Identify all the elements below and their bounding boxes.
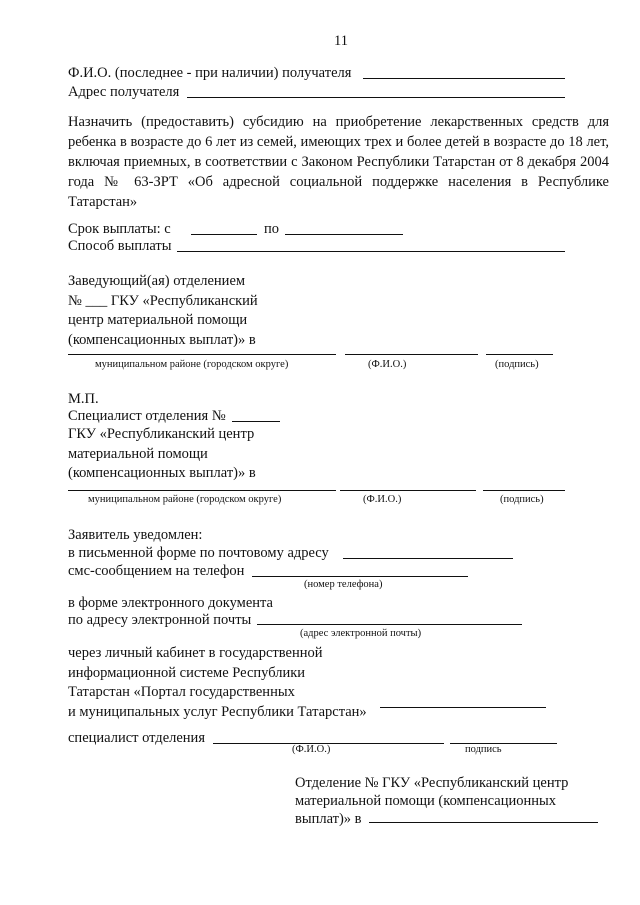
recipient-fio-label: Ф.И.О. (последнее - при наличии) получателя	[68, 65, 352, 81]
notification-sms-label: смс-сообщением на телефон	[68, 563, 245, 579]
notification-edoc-line-1: в форме электронного документа	[68, 595, 273, 611]
head-fio-field[interactable]	[345, 354, 478, 355]
notification-title: Заявитель уведомлен:	[68, 527, 203, 543]
specialist-line-3: материальной помощи	[68, 445, 208, 462]
head-signature-caption: (подпись)	[495, 359, 539, 370]
notification-portal-block	[68, 644, 367, 722]
notification-email-field[interactable]	[257, 624, 522, 625]
notification-postal-label: в письменной форме по почтовому адресу	[68, 545, 329, 561]
specialist-sign-fio-caption: (Ф.И.О.)	[292, 744, 331, 755]
notification-phone-caption: (номер телефона)	[304, 579, 383, 590]
notification-portal-line-2: информационной системе Республики	[68, 664, 306, 681]
recipient-address-label: Адрес получателя	[68, 84, 180, 100]
specialist-sign-signature-caption: подпись	[465, 744, 502, 755]
specialist-signature-caption: (подпись)	[500, 494, 544, 505]
head-district-field[interactable]	[68, 354, 336, 355]
department-field[interactable]	[369, 822, 598, 823]
specialist-title-block	[68, 425, 256, 484]
specialist-sign-label: специалист отделения	[68, 730, 205, 746]
head-fio-caption: (Ф.И.О.)	[368, 359, 407, 370]
department-line-3: выплат)» в	[295, 811, 362, 827]
head-line-1: Заведующий(ая) отделением	[68, 273, 246, 289]
head-signature-field[interactable]	[486, 354, 553, 355]
notification-portal-line-1: через личный кабинет в государственной	[68, 645, 323, 661]
head-line-2: № ___ ГКУ «Республиканский	[68, 292, 258, 309]
specialist-district-caption: муниципальном районе (городском округе)	[88, 494, 282, 505]
notification-portal-line-4: и муниципальных услуг Республики Татарстан»	[68, 703, 367, 720]
payment-period-from-label: Срок выплаты: с	[68, 221, 171, 237]
stamp-label: М.П.	[68, 391, 99, 407]
page-number: 11	[334, 33, 348, 49]
specialist-line-1: Специалист отделения №	[68, 408, 226, 424]
head-line-3: центр материальной помощи	[68, 312, 248, 328]
notification-edoc-line-2: по адресу электронной почты	[68, 612, 252, 628]
recipient-address-field[interactable]	[187, 97, 565, 98]
payment-method-field[interactable]	[177, 251, 565, 252]
department-block	[295, 774, 568, 828]
specialist-signature-field[interactable]	[483, 490, 565, 491]
notification-portal-field[interactable]	[380, 707, 546, 708]
specialist-fio-field[interactable]	[340, 490, 476, 491]
head-district-caption: муниципальном районе (городском округе)	[95, 359, 289, 370]
specialist-district-field[interactable]	[68, 490, 336, 491]
notification-postal-field[interactable]	[343, 558, 513, 559]
specialist-line-2: ГКУ «Республиканский центр	[68, 426, 255, 442]
recipient-fio-field[interactable]	[363, 78, 565, 79]
notification-phone-field[interactable]	[252, 576, 468, 577]
decision-paragraph: Назначить (предоставить) субсидию на приобретение лекарственных средств для ребенка в возрасте до 6 лет из семей, имеющих трех и более детей в возрасте до 18 лет, включая приемных, в соответствии с Законом Республики Татарстан от 8 декабря 2004 года № 63-ЗРТ «Об адресной социальной поддержке населения в Республике Татарстан»	[68, 114, 609, 210]
notification-email-caption: (адрес электронной почты)	[300, 628, 422, 639]
payment-period-from-field[interactable]	[191, 234, 257, 235]
payment-method-label: Способ выплаты	[68, 238, 172, 254]
specialist-fio-caption: (Ф.И.О.)	[363, 494, 402, 505]
payment-period-to-field[interactable]	[285, 234, 403, 235]
notification-portal-line-3: Татарстан «Портал государственных	[68, 684, 295, 700]
specialist-line-4: (компенсационных выплат)» в	[68, 465, 256, 481]
head-title-block	[68, 272, 258, 350]
department-line-1: Отделение № ГКУ «Республиканский центр	[295, 775, 569, 791]
specialist-department-number-field[interactable]	[232, 421, 280, 422]
head-line-4: (компенсационных выплат)» в	[68, 331, 256, 348]
department-line-2: материальной помощи (компенсационных	[295, 793, 557, 809]
payment-period-to-label: по	[264, 221, 280, 237]
